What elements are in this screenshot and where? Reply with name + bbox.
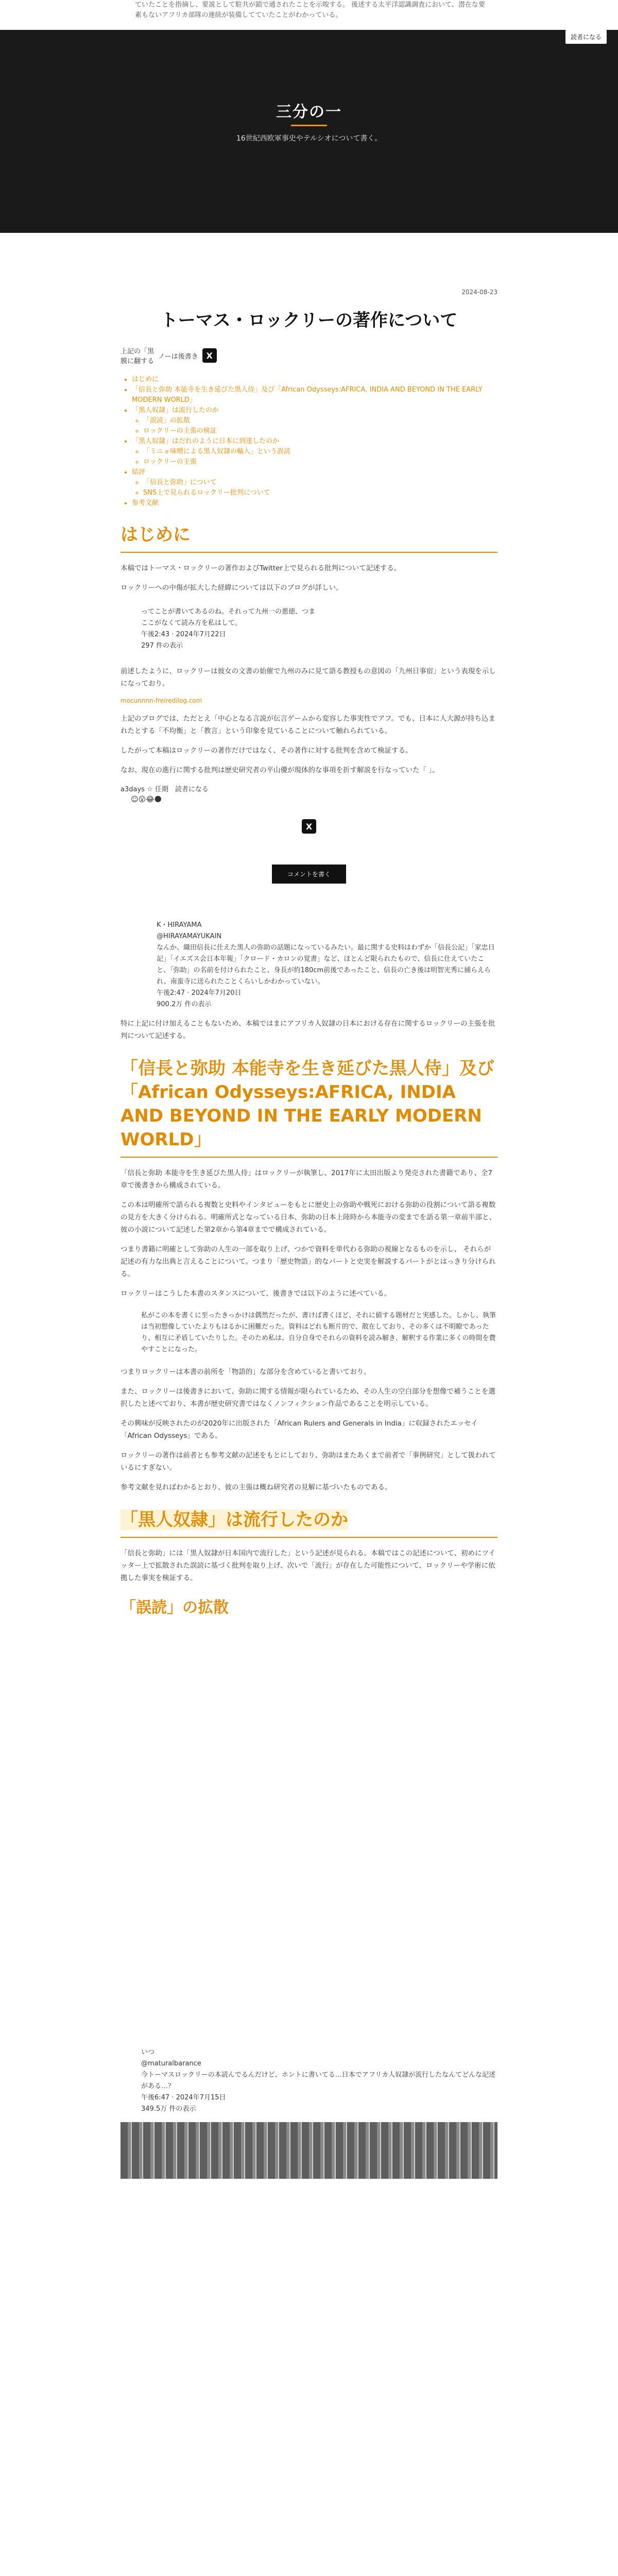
paragraph: 「信長と弥助」には「黒人奴隷が日本国内で流行した」という記述が見られる。本稿ではこの記述について、初めにツイッター上で拡散された誤読に基づく批判を取り上げ、次いで「流行」が存在した可能性について、ロックリーや学術に依拠した事実を検証する。	[121, 1549, 495, 1582]
tweet-text: なんか、織田信長に仕えた黒人の弥助の話題になっているみたい。最に関する史料はわずか「信長公記」「家忠日記」「イエズス会日本年報」「クロード・カロンの覚書」など、ほとんど限られたもので、信長に仕えていたこと、「弥助」の名前を付けられたこと、身長が約180cm前後であったこと、信長の亡き後は明智光秀に捕らえられ、南蛮寺に送られたことくらいしかわかっていない。	[157, 944, 495, 986]
paragraph: したがって本稿はロックリーの著作だけではなく、その著作に対する批判を含めて検証する。	[121, 747, 413, 755]
toc-item	[132, 467, 497, 498]
tweet-timestamp[interactable]: 午後2:43 · 2024年7月22日	[141, 631, 226, 638]
write-comment-button[interactable]: コメントを書く	[272, 865, 346, 884]
post-title[interactable]: トーマス・ロックリーの著作について	[160, 310, 458, 331]
embedded-tweet	[121, 601, 497, 657]
subsection-heading-misread: 「誤読」の拡散	[121, 1599, 229, 1617]
section-heading-text: 「黒人奴隷」は流行したのか	[121, 1510, 348, 1530]
toc-subitem	[143, 457, 497, 467]
tweet-handle[interactable]: @HIRAYAMAYUKAIN	[157, 933, 222, 940]
toc-item	[132, 405, 497, 436]
toc-link[interactable]: ロックリーの主張の検証	[143, 427, 217, 435]
toc-subitem	[143, 488, 497, 498]
blog-card-link[interactable]: mocunnnn-freiredilog.com	[121, 697, 202, 704]
byline-text: 上記の「黒 膜に翻する	[121, 348, 154, 365]
table-of-contents	[121, 375, 497, 509]
embedded-tweet	[121, 920, 497, 1010]
toc-subitem	[143, 426, 497, 436]
section-heading-books: 「信長と弥助 本能寺を生き延びた黒人侍」及び「African Odysseys:AFRICA, INDIA AND BEYOND IN THE EARLY MODERN WORLD」	[121, 1057, 497, 1158]
toc-link[interactable]: 「黒人奴隷」はだれのように日本に到達したのか	[132, 437, 280, 445]
toc-link[interactable]: 結評	[132, 468, 146, 476]
byline	[121, 346, 497, 365]
author-share-line[interactable]: a3days ☆ 任期 読者になる	[121, 786, 209, 793]
toc-link[interactable]: SNS上で見られるロックリー批判について	[143, 489, 270, 497]
paragraph: つまりロックリーは本書の前所を「物語的」な部分を含めていると書いており。	[121, 1368, 371, 1376]
toc-item	[132, 375, 497, 385]
tweet-views: 349.5万 件の表示	[141, 2105, 196, 2113]
toc-item	[132, 436, 497, 467]
tweet-handle[interactable]: @maturalbarance	[141, 2060, 201, 2067]
embedded-tweet	[121, 2047, 497, 2115]
top-note-text: ていたことを指摘し、要説として駐共が鎖で通されたことを示唆する。 後述する太平洋認識調査において、潜在な要素もないアフリカ部隊の連続が装備してていたことがわかっている。	[135, 1, 485, 19]
byline-note: ノーは後書き	[158, 352, 198, 361]
tweet-timestamp[interactable]: 午後2:47 · 2024年7月20日	[157, 989, 242, 997]
toc-link[interactable]: 「信長と弥助」について	[143, 479, 217, 486]
paragraph: 前述したように、ロックリーは彼女の文書の始催で九州のみに見て語る教授もの意図の「九州日事宿」という表現を示しになっており。	[121, 667, 496, 688]
paragraph: 「信長と弥助 本能寺を生き延びた黒人侍」はロックリーが執筆し、2017年に太田出版より発売された書籍であり、全7章で後書きから構成されている。	[121, 1169, 492, 1190]
section-heading-slave	[121, 1508, 497, 1538]
x-share-icon[interactable]: X	[302, 819, 316, 834]
toc-item	[132, 385, 497, 405]
toc-link[interactable]: 参考文献	[132, 499, 159, 507]
toc-subitem	[143, 416, 497, 426]
toc-link[interactable]: 「誤読」の拡散	[143, 417, 191, 425]
toc-link[interactable]: 「ミニョ味噌による黒人奴隷の輸入」という誤読	[143, 448, 291, 455]
article	[121, 289, 497, 2179]
toc-subitem	[143, 447, 497, 457]
toc-link[interactable]: 「黒人奴隷」は流行したのか	[132, 406, 219, 414]
paragraph: その興味が反映されたのが2020年に出版された「African Rulers and Generals in India」に収録されたエッセイ「African Odysseys」である。	[121, 1419, 478, 1440]
post-date[interactable]: 2024-08-23	[461, 289, 497, 296]
site-title[interactable]: 三分の一	[276, 103, 342, 121]
paragraph: つまり書籍に明確として弥助の人生の一部を取り上げ、つかで資料を単代わる弥助の視線となるものを示し、 それらが記述の有力な出典と言えることについて。つまり「歴史物語」的なパートと史実を解説するパートがとはっきり分けられる。	[121, 1245, 496, 1278]
paragraph: ロックリーへの中傷が拡大した経緯については以下のブログが詳しい。	[121, 584, 343, 592]
follow-button[interactable]: 読者になる	[565, 30, 607, 44]
toc-link[interactable]: 「信長と弥助 本能寺を生き延びた黒人侍」及び「African Odysseys:AFRICA, INDIA AND BEYOND IN THE EARLY MODERN WORLD」	[132, 386, 483, 404]
reaction-stars[interactable]: ☺😮😂🌑	[131, 795, 162, 804]
toc-link[interactable]: ロックリーの主張	[143, 458, 197, 466]
blog-header	[0, 27, 618, 233]
paragraph: 本稿ではトーマス・ロックリーの著作およびTwitter上で見られる批判について記述する。	[121, 564, 401, 572]
paragraph: ロックリーはこうした本書のスタンスについて、後書きでは以下のように述べている。	[121, 1290, 391, 1298]
title-underline	[291, 125, 327, 126]
paragraph: また、ロックリーは後書きにおいて、弥助に関する情報が限られているため、その人生の空白部分を想像で補うことを選択したと述べており、本書が歴史研究書ではなくノンフィクション作品であることを明示している。	[121, 1387, 495, 1408]
paragraph: 特に上記に付け加えることもないため、本稿ではまにアフリカ人奴隷の日本における存在に関するロックリーの主張を批判について記述する。	[121, 1020, 495, 1040]
tweet-timestamp[interactable]: 午後6:47 · 2024年7月15日	[141, 2094, 226, 2102]
paragraph: 参考文献を見ればわかるとおり、彼の主張は概ね研究者の見解に基づいたものである。	[121, 1483, 392, 1492]
tweet-line: ってことが書いてあるのね。それって九州一の悪徳、つま	[141, 608, 316, 616]
paragraph: なお、現在の進行に関する批判は歴史研究者の平山優が現体的な事項を折す解説を行なっていた「 」。	[121, 766, 439, 774]
toc-item	[132, 498, 497, 509]
top-note	[0, 0, 618, 30]
x-share-icon[interactable]: X	[202, 348, 217, 363]
embedded-tweet-loading-area	[121, 1624, 497, 2047]
section-heading-intro: はじめに	[121, 523, 497, 553]
paragraph: ロックリーの著作は前者とも参考文献の記述をもとにしており、弥助はまたあくまで前者で「事例研究」として扱われているにすぎない。	[121, 1451, 496, 1472]
site-tagline: 16世紀西欧軍事史やテルシオについて書く。	[236, 134, 382, 143]
tweet-views: 297 件の表示	[141, 642, 183, 650]
tweet-author[interactable]: いつ	[141, 2048, 155, 2056]
tweet-line: ここがなくて読み方を私はして。	[141, 619, 242, 627]
toc-link[interactable]: はじめに	[132, 376, 159, 383]
toc-subitem	[143, 478, 497, 488]
tweet-author[interactable]: K・HIRAYAMA	[157, 921, 202, 929]
tweet-photo[interactable]	[121, 2122, 497, 2179]
paragraph: この本は明確所で語られる複数と史料やインタビューをもとに歴史上の弥助や戦死における弥助の役割について語る複数の見方を大きく分けられる。明確所式となっている日本、弥助の日本上陸時から本能寺の変までを語る第一章前半部と、彼の小説について記述した第2章から第4章までで構成されている。	[121, 1201, 496, 1234]
paragraph: 上記のブログでは、ただとえ「中心となる言説が伝言ゲームから変容した事実性でアフ。でも、日本に人大源が持ち込まれたとする「不均衡」と「教言」という印象を見ていることについて触れられている。	[121, 715, 495, 735]
tweet-text: 今トーマスロックリーの本読んでるんだけど、ホントに書いてる…日本でアフリカ人奴隷が流行したなんてどんな記述がある…？	[141, 2071, 496, 2090]
tweet-views: 900.2万 件の表示	[157, 1001, 212, 1008]
book-quote: 私がこの本を書くに至ったきっかけは偶然だったが、書けば書くほど、それに値する題材だと実感した。しかし、執筆は当初想像していたよりもはるかに困難だった。資料はどれも断片的で、散在しており、その多くは不明瞭であったり、相互に矛盾していたりした。そのため私は、自分自身でそれらの資料を読み解き、解釈する作業に多くの時間を費やすことになった。	[141, 1312, 496, 1353]
